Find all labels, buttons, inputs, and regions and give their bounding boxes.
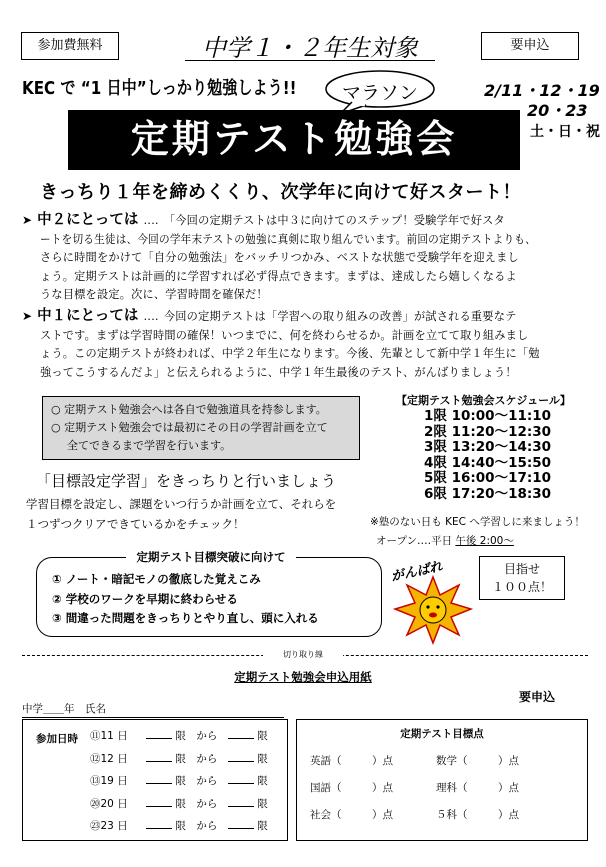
breakthrough-list: ① ノート・暗記モノの徹底した覚えこみ ② 学校のワークを早期に終わらせる ③ 間違った問題をきっちりとやり直し、頭に入れる — [52, 572, 319, 625]
section-line: ストです。まずは学習時間の確保！いつまでに、何を終わらせるか。計画を立てて取り組みまし — [40, 328, 529, 342]
bullet-arrow-icon: ➤ — [22, 309, 33, 323]
section-line: 強ってこうするんだよ」と伝えられるように、中学１年生最後のテスト、がんばりましょう！ — [40, 365, 517, 379]
section-line: うな目標を設定。次に、学習時間を確保だ！ — [40, 288, 268, 302]
catchphrase: KEC で “1 日中”しっかり勉強しよう!! — [22, 78, 297, 99]
schedule-title: 【定期テスト勉強会スケジュール】 — [396, 394, 571, 407]
goal-heading: 「目標設定学習」をきっちりと行いましょう — [36, 472, 337, 490]
goal-row[interactable]: 英語（ ）点 数学（ ）点 — [310, 755, 519, 767]
apply-badge: 要申込 — [481, 32, 579, 60]
section-line: ょう。定期テストは計画的に学習すれば必ず得点できます。まずは、達成したら嬉しくなるよ — [40, 269, 517, 283]
lead-text: きっちり１年を締めくくり、次学年に向けて好スタート！ — [40, 182, 521, 203]
attendance-row[interactable]: ⑪11 日 限 から 限 — [90, 730, 268, 742]
section-grade1: ➤ 中１にとっては ‥‥ 今回の定期テストは「学習への取り組みの改善」が試される重要なテ ストです。まずは学習時間の確保！いつまでに、何を終わらせるか。計画を立てて取り組みまし ょう。この定期テストが終われば、中学２年生になります。今後、先輩として新中学１年生に「勉 強ってこうするんだよ」と伝えられるように、中学１年生最後のテスト、がんばりましょう！ — [22, 304, 588, 382]
section-grade2: ➤ 中２にとっては ‥‥ 「今回の定期テストは中３に向けてのステップ！受験学年で好スタ ートを切る生徒は、今回の学年末テストの勉強に真剣に取り組んでいます。前回の定期テストよりも、 さらに時間をかけて「自分の勉強法」をバッチリつかみ、ベストな状態で受験学年を迎えまし ょう。定期テストは計画的に学習すれば必ず得点できます。まずは、達成したら嬉しくなるよ うな目標を設定。次に、学習時間を確保だ！ — [22, 208, 588, 305]
student-name-field[interactable]: 中学＿＿年 氏名 — [22, 701, 284, 718]
section-heading: 中２にとっては — [37, 212, 139, 228]
attendance-row[interactable]: ㉓23 日 限 から 限 — [90, 820, 268, 832]
attendance-row[interactable]: ⑳20 日 限 から 限 — [90, 797, 268, 810]
ganbare-text: がんばれ — [389, 559, 444, 585]
event-dates-2: 20・23 — [527, 101, 588, 120]
section-line: 「今回の定期テストは中３に向けてのステップ！受験学年で好スタ — [163, 214, 505, 227]
goal-points-title: 定期テスト目標点 — [400, 728, 484, 740]
circle-icon: ○ — [51, 403, 61, 416]
aim-box: 目指せ １００点！ — [479, 556, 565, 600]
schedule-list: 1限 10:00～11:10 2限 11:20～12:30 3限 13:20～14:30 4限 14:40～15:50 5限 16:00～17:10 6限 17:20～18:30 — [424, 408, 552, 502]
attendance-rows — [90, 725, 268, 838]
section-line: ょう。この定期テストが終われば、中学２年生になります。今後、先輩として新中学１年生に「勉 — [40, 347, 540, 361]
bullet-arrow-icon: ➤ — [22, 213, 33, 227]
attendance-label: 参加日時 — [36, 733, 78, 745]
goal-row[interactable]: 国語（ ）点 理科（ ）点 — [310, 782, 519, 794]
section-line: さらに時間をかけて「自分の勉強法」をバッチリつかみ、ベストな状態で受験学年を迎えまし — [40, 251, 519, 265]
breakthrough-title: 定期テスト目標突破に向けて — [126, 549, 296, 565]
section-line: ートを切る生徒は、今回の学年末テストの勉強に真剣に取り組んでいます。前回の定期テストよりも、 — [40, 232, 536, 246]
marathon-label: マラソン — [341, 82, 418, 104]
goal-points-rows — [310, 748, 519, 829]
circle-icon: ○ — [51, 421, 61, 434]
notes-box: ○ 定期テスト勉強会へは各自で勉強道具を持参します。 ○ 定期テスト勉強会では最初にその日の学習計画を立て 全てできるまで学習を行います。 — [42, 396, 360, 460]
sun-face-icon — [393, 575, 473, 645]
goal-row[interactable]: 社会（ ）点 ５科（ ）点 — [310, 809, 519, 821]
form-title: 定期テスト勉強会申込用紙 — [234, 670, 372, 684]
free-badge: 参加費無料 — [21, 32, 119, 60]
target-grade: 中学１・２年生対象 — [185, 28, 435, 61]
page-title: 定期テスト勉強会 — [68, 110, 520, 170]
section-line: 今回の定期テストは「学習への取り組みの改善」が試される重要なテ — [163, 310, 517, 323]
event-dates: 2/11・12・19 — [484, 81, 600, 100]
attendance-row[interactable]: ⑫12 日 限 から 限 — [90, 752, 268, 765]
event-days: 土・日・祝 — [530, 124, 600, 140]
cut-line-label: 切り取り線 — [263, 649, 343, 660]
attendance-row[interactable]: ⑬19 日 限 から 限 — [90, 775, 268, 787]
form-apply-label: 要申込 — [519, 690, 556, 704]
side-note: ※塾のない日も KEC へ学習しに来ましょう！ オープン‥‥平日 午後 2:00～ — [370, 516, 585, 547]
section-heading: 中１にとっては — [37, 308, 139, 324]
goal-text: 学習目標を設定し、課題をいつ行うか計画を立て、それらを １つずつクリアできているかをチェック！ — [26, 497, 337, 531]
